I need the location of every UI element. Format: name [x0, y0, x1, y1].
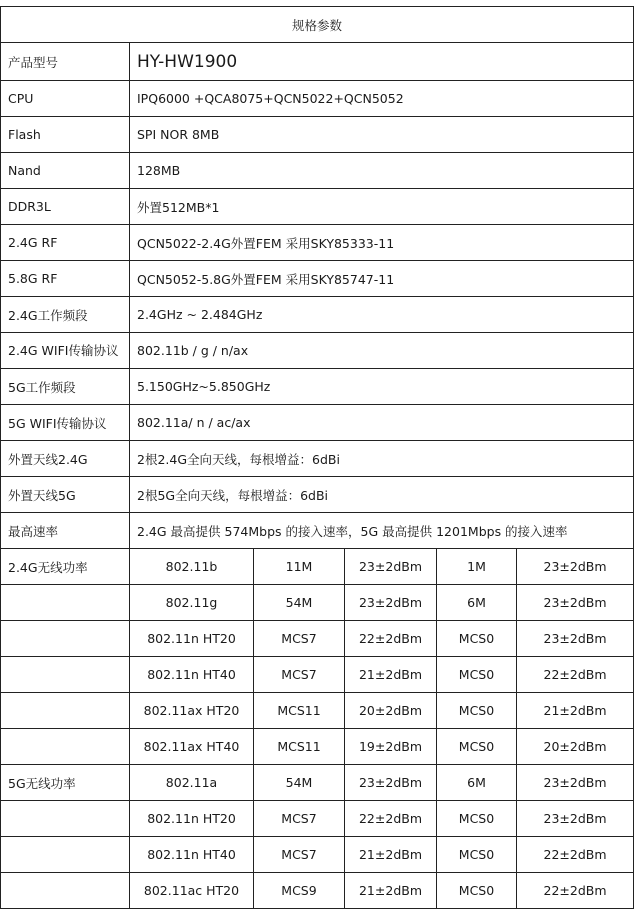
power-value-high: 21±2dBm: [345, 657, 437, 693]
power-mode: 802.11n HT20: [130, 621, 254, 657]
spec-value: SPI NOR 8MB: [130, 117, 634, 153]
power-rate-low: MCS0: [437, 621, 517, 657]
spec-row-24g-band: [1, 297, 634, 333]
power-rate-low: MCS0: [437, 657, 517, 693]
power-rate-high: MCS7: [254, 837, 345, 873]
power-mode: 802.11g: [130, 585, 254, 621]
spec-value: 外置512MB*1: [130, 189, 634, 225]
empty-cell: [1, 729, 130, 765]
power-value-high: 21±2dBm: [345, 837, 437, 873]
power-value-low: 23±2dBm: [517, 765, 634, 801]
power-value-high: 23±2dBm: [345, 765, 437, 801]
spec-value: QCN5022-2.4G外置FEM 采用SKY85333-11: [130, 225, 634, 261]
model-value: HY-HW1900: [130, 43, 634, 81]
spec-value: 802.11b / g / n/ax: [130, 333, 634, 369]
power-rate-low: 6M: [437, 585, 517, 621]
model-label: 产品型号: [1, 43, 130, 81]
power-rate-high: MCS9: [254, 873, 345, 909]
power-5g-row: [1, 837, 634, 873]
power-value-low: 22±2dBm: [517, 873, 634, 909]
spec-label: 5.8G RF: [1, 261, 130, 297]
power-mode: 802.11n HT40: [130, 657, 254, 693]
power-rate-high: MCS11: [254, 693, 345, 729]
spec-label: Flash: [1, 117, 130, 153]
power-mode: 802.11n HT40: [130, 837, 254, 873]
power-mode: 802.11ax HT40: [130, 729, 254, 765]
spec-value: QCN5052-5.8G外置FEM 采用SKY85747-11: [130, 261, 634, 297]
power-value-low: 22±2dBm: [517, 657, 634, 693]
title-row: [1, 7, 634, 43]
power-value-low: 23±2dBm: [517, 801, 634, 837]
power-value-low: 23±2dBm: [517, 621, 634, 657]
empty-cell: [1, 621, 130, 657]
spec-row-5g-protocol: [1, 405, 634, 441]
spec-row-cpu: [1, 81, 634, 117]
spec-table: [0, 6, 634, 909]
power-5g-row: [1, 765, 634, 801]
empty-cell: [1, 657, 130, 693]
power-24g-row: [1, 549, 634, 585]
power-value-low: 23±2dBm: [517, 549, 634, 585]
spec-value: 5.150GHz~5.850GHz: [130, 369, 634, 405]
spec-label: 外置天线2.4G: [1, 441, 130, 477]
power-rate-high: 11M: [254, 549, 345, 585]
power-24g-row: [1, 621, 634, 657]
spec-value: 2根5G全向天线，每根增益：6dBi: [130, 477, 634, 513]
power-value-high: 22±2dBm: [345, 801, 437, 837]
power-5g-row: [1, 801, 634, 837]
spec-row-5g-band: [1, 369, 634, 405]
power-rate-low: 6M: [437, 765, 517, 801]
spec-value: IPQ6000 +QCA8075+QCN5022+QCN5052: [130, 81, 634, 117]
power-rate-high: MCS7: [254, 801, 345, 837]
model-row: [1, 43, 634, 81]
power-24g-row: [1, 585, 634, 621]
power-rate-high: MCS7: [254, 657, 345, 693]
power-rate-high: 54M: [254, 585, 345, 621]
spec-row-58g-rf: [1, 261, 634, 297]
spec-row-ddr3l: [1, 189, 634, 225]
power-value-high: 21±2dBm: [345, 873, 437, 909]
spec-row-flash: [1, 117, 634, 153]
power-value-low: 22±2dBm: [517, 837, 634, 873]
power-24g-row: [1, 657, 634, 693]
spec-value: 2根2.4G全向天线，每根增益：6dBi: [130, 441, 634, 477]
power-mode: 802.11ac HT20: [130, 873, 254, 909]
power-value-high: 22±2dBm: [345, 621, 437, 657]
power-mode: 802.11a: [130, 765, 254, 801]
power-rate-low: MCS0: [437, 729, 517, 765]
power-mode: 802.11b: [130, 549, 254, 585]
empty-cell: [1, 837, 130, 873]
spec-label: 最高速率: [1, 513, 130, 549]
power-value-high: 23±2dBm: [345, 549, 437, 585]
spec-label: 2.4G RF: [1, 225, 130, 261]
power-rate-high: MCS7: [254, 621, 345, 657]
power-24g-label: 2.4G无线功率: [1, 549, 130, 585]
spec-row-24g-protocol: [1, 333, 634, 369]
spec-row-antenna-24g: [1, 441, 634, 477]
power-value-high: 23±2dBm: [345, 585, 437, 621]
spec-label: 5G WIFI传输协议: [1, 405, 130, 441]
spec-label: 外置天线5G: [1, 477, 130, 513]
spec-row-nand: [1, 153, 634, 189]
power-value-high: 19±2dBm: [345, 729, 437, 765]
spec-label: 2.4G WIFI传输协议: [1, 333, 130, 369]
spec-label: DDR3L: [1, 189, 130, 225]
spec-value: 128MB: [130, 153, 634, 189]
power-24g-row: [1, 729, 634, 765]
power-24g-row: [1, 693, 634, 729]
power-value-low: 21±2dBm: [517, 693, 634, 729]
power-rate-low: MCS0: [437, 837, 517, 873]
spec-label: CPU: [1, 81, 130, 117]
empty-cell: [1, 873, 130, 909]
power-5g-row: [1, 873, 634, 909]
power-rate-high: MCS11: [254, 729, 345, 765]
spec-row-max-rate: [1, 513, 634, 549]
empty-cell: [1, 693, 130, 729]
power-value-high: 20±2dBm: [345, 693, 437, 729]
power-rate-high: 54M: [254, 765, 345, 801]
power-5g-label: 5G无线功率: [1, 765, 130, 801]
empty-cell: [1, 801, 130, 837]
spec-label: 5G工作频段: [1, 369, 130, 405]
spec-label: Nand: [1, 153, 130, 189]
spec-row-antenna-5g: [1, 477, 634, 513]
power-mode: 802.11n HT20: [130, 801, 254, 837]
power-rate-low: MCS0: [437, 873, 517, 909]
power-value-low: 23±2dBm: [517, 585, 634, 621]
empty-cell: [1, 585, 130, 621]
power-rate-low: 1M: [437, 549, 517, 585]
spec-row-24g-rf: [1, 225, 634, 261]
spec-label: 2.4G工作频段: [1, 297, 130, 333]
power-rate-low: MCS0: [437, 693, 517, 729]
spec-value: 2.4GHz ~ 2.484GHz: [130, 297, 634, 333]
power-rate-low: MCS0: [437, 801, 517, 837]
spec-value: 802.11a/ n / ac/ax: [130, 405, 634, 441]
power-value-low: 20±2dBm: [517, 729, 634, 765]
spec-value: 2.4G 最高提供 574Mbps 的接入速率，5G 最高提供 1201Mbps 的接入速率: [130, 513, 634, 549]
table-title: 规格参数: [1, 7, 634, 43]
power-mode: 802.11ax HT20: [130, 693, 254, 729]
